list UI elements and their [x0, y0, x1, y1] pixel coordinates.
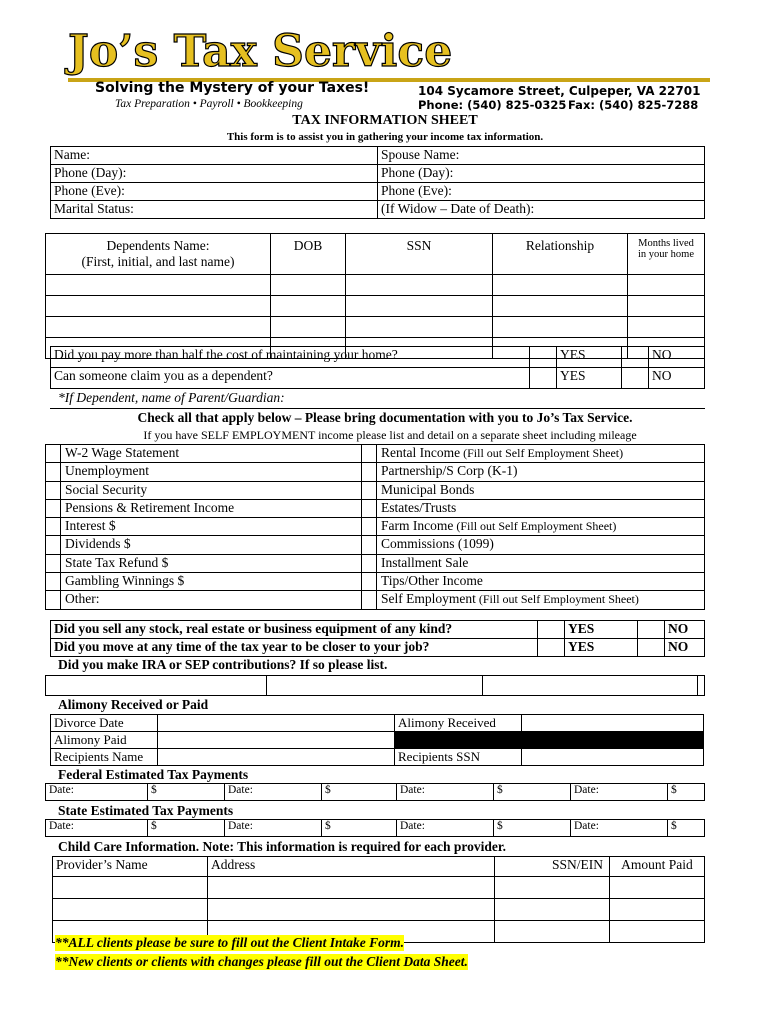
months-lived-label: Months lived — [638, 238, 694, 249]
dob-label: DOB — [293, 238, 323, 253]
dependents-name-header — [46, 234, 271, 275]
moved-no-label: NO — [665, 639, 705, 657]
question-home-cost: Did you pay more than half the cost of maintaining your home? — [51, 347, 530, 368]
marital-status-field[interactable]: Marital Status: — [51, 201, 378, 219]
form-title: TAX INFORMATION SHEET — [292, 113, 478, 128]
checklist-item-label: Unemployment — [61, 463, 362, 481]
provider-name-header: Provider’s Name — [53, 857, 208, 877]
form-subtitle: This form is to assist you in gathering your income tax information. — [226, 131, 544, 143]
checklist-row — [46, 518, 705, 536]
provider-row[interactable] — [53, 877, 705, 899]
provider-ssn-header: SSN/EIN — [495, 857, 610, 877]
household-questions-table — [50, 346, 705, 389]
checklist-checkbox[interactable] — [362, 463, 377, 481]
payment-date-field[interactable]: Date: — [46, 784, 148, 801]
amount-paid-header: Amount Paid — [610, 857, 705, 877]
alimony-table — [50, 714, 704, 766]
company-address: 104 Sycamore Street, Culpeper, VA 22701 — [418, 84, 701, 98]
home-cost-yes-label: YES — [557, 347, 622, 368]
payment-amount-field[interactable]: $ — [668, 820, 705, 837]
moved-yes-label: YES — [565, 639, 638, 657]
ira-table — [45, 675, 705, 696]
checklist-checkbox[interactable] — [46, 518, 61, 536]
ira-cell[interactable] — [698, 676, 705, 696]
alimony-received-label: Alimony Received — [395, 715, 522, 732]
checklist-item-main: Estates/Trusts — [381, 499, 457, 515]
checklist-row — [46, 481, 705, 499]
relationship-header — [493, 234, 628, 275]
dob-header — [271, 234, 346, 275]
checklist-item-label — [377, 591, 705, 609]
checklist-checkbox[interactable] — [362, 445, 377, 463]
sold-yes-checkbox[interactable] — [538, 621, 565, 639]
home-cost-no-label: NO — [649, 347, 705, 368]
relationship-label: Relationship — [525, 238, 595, 253]
question-moved: Did you move at any time of the tax year to be closer to your job? — [51, 639, 538, 657]
checklist-item-main: Farm Income — [381, 518, 454, 534]
months-lived-header — [628, 234, 705, 275]
checklist-checkbox[interactable] — [46, 554, 61, 572]
personal-info-table — [50, 146, 705, 219]
payment-amount-field[interactable]: $ — [322, 784, 397, 801]
checklist-row — [46, 573, 705, 591]
provider-address-header: Address — [208, 857, 495, 877]
checklist-item-label: W-2 Wage Statement — [61, 445, 362, 463]
company-fax: Fax: (540) 825-7288 — [568, 98, 699, 112]
ira-cell[interactable] — [267, 676, 482, 696]
home-cost-yes-checkbox[interactable] — [530, 347, 557, 368]
sold-no-label: NO — [665, 621, 705, 639]
payment-date-field[interactable]: Date: — [571, 820, 668, 837]
checklist-item-label — [377, 463, 705, 481]
payment-date-field[interactable]: Date: — [571, 784, 668, 801]
phone-eve-field[interactable]: Phone (Eve): — [51, 183, 378, 201]
dependent-yes-label: YES — [557, 368, 622, 389]
company-phone-fax — [418, 98, 718, 112]
divorce-date-label: Divorce Date — [51, 715, 158, 732]
checklist-checkbox[interactable] — [46, 591, 61, 609]
dependent-no-label: NO — [649, 368, 705, 389]
dependent-row[interactable] — [46, 275, 705, 296]
checklist-item-note: (Fill out Self Employment Sheet) — [475, 592, 639, 607]
checklist-item-main: Tips/Other Income — [381, 573, 483, 589]
phone-day-field[interactable]: Phone (Day): — [51, 165, 378, 183]
state-payments-table — [45, 819, 705, 837]
checklist-row — [46, 499, 705, 517]
guardian-line — [50, 408, 705, 409]
recipients-ssn-field[interactable] — [522, 749, 704, 766]
checklist-checkbox[interactable] — [46, 536, 61, 554]
dependents-name-label: Dependents Name: — [106, 238, 210, 253]
dependents-table — [45, 233, 705, 359]
home-cost-no-checkbox[interactable] — [622, 347, 649, 368]
checklist-item-main: Municipal Bonds — [381, 481, 475, 497]
payment-amount-field[interactable]: $ — [668, 784, 705, 801]
ssn-label: SSN — [406, 238, 432, 253]
self-employment-note: If you have SELF EMPLOYMENT income please list and detail on a separate sheet including mileage — [143, 428, 637, 442]
payment-amount-field[interactable]: $ — [148, 784, 225, 801]
checklist-row — [46, 463, 705, 481]
checklist-heading: Check all that apply below – Please bring documentation with you to Jo’s Tax Service. — [137, 410, 633, 425]
footer-note-data-sheet: **New clients or clients with changes please fill out the Client Data Sheet. — [55, 954, 468, 969]
checklist-row — [46, 591, 705, 609]
ira-cell[interactable] — [482, 676, 697, 696]
checklist-item-label — [377, 499, 705, 517]
payment-date-field[interactable]: Date: — [225, 820, 322, 837]
checklist-checkbox[interactable] — [362, 554, 377, 572]
company-logo: Jo’s Tax Service — [68, 26, 453, 77]
checklist-checkbox[interactable] — [46, 573, 61, 591]
childcare-table — [52, 856, 705, 943]
checklist-checkbox[interactable] — [362, 481, 377, 499]
alimony-heading: Alimony Received or Paid — [58, 697, 209, 712]
dependent-row[interactable] — [46, 296, 705, 317]
dependent-row[interactable] — [46, 317, 705, 338]
checklist-item-label: Gambling Winnings $ — [61, 573, 362, 591]
services-line: Tax Preparation • Payroll • Bookkeeping — [115, 98, 303, 110]
checklist-item-label — [377, 536, 705, 554]
spouse-phone-day-field[interactable]: Phone (Day): — [378, 165, 705, 183]
checklist-item-label: State Tax Refund $ — [61, 554, 362, 572]
blacked-out-cell — [395, 732, 704, 749]
moved-yes-checkbox[interactable] — [538, 639, 565, 657]
question-dependent: Can someone claim you as a dependent? — [51, 368, 530, 389]
alimony-received-field[interactable] — [522, 715, 704, 732]
income-checklist-table — [45, 444, 705, 610]
checklist-row — [46, 445, 705, 463]
widow-date-field[interactable]: (If Widow – Date of Death): — [378, 201, 705, 219]
checklist-checkbox[interactable] — [46, 481, 61, 499]
payment-date-field[interactable]: Date: — [397, 784, 494, 801]
federal-payments-table — [45, 783, 705, 801]
checklist-item-label — [377, 518, 705, 536]
divorce-date-field[interactable] — [158, 715, 395, 732]
checklist-item-label — [377, 445, 705, 463]
checklist-item-label: Dividends $ — [61, 536, 362, 554]
checklist-item-label — [377, 481, 705, 499]
checklist-item-label — [377, 554, 705, 572]
checklist-item-label: Social Security — [61, 481, 362, 499]
checklist-row — [46, 554, 705, 572]
checklist-item-main: Commissions (1099) — [381, 536, 494, 552]
checklist-checkbox[interactable] — [362, 591, 377, 609]
footer-note-intake: **ALL clients please be sure to fill out the Client Intake Form. — [55, 935, 405, 950]
payment-date-field[interactable]: Date: — [46, 820, 148, 837]
checklist-item-main: Rental Income — [381, 445, 461, 460]
checklist-item-main: Partnership/S Corp (K-1) — [381, 463, 518, 479]
question-sold-property: Did you sell any stock, real estate or business equipment of any kind? — [51, 621, 538, 639]
ssn-header — [346, 234, 493, 275]
checklist-item-label — [377, 573, 705, 591]
spouse-name-field[interactable]: Spouse Name: — [378, 147, 705, 165]
payment-amount-field[interactable]: $ — [322, 820, 397, 837]
childcare-heading: Child Care Information. Note: This information is required for each provider. — [58, 839, 507, 854]
payment-date-field[interactable]: Date: — [397, 820, 494, 837]
federal-heading: Federal Estimated Tax Payments — [58, 767, 249, 782]
checklist-item-note: (Fill out Self Employment Sheet) — [460, 446, 624, 460]
checklist-item-label: Interest $ — [61, 518, 362, 536]
tagline: Solving the Mystery of your Taxes! — [95, 80, 370, 96]
checklist-checkbox[interactable] — [362, 573, 377, 591]
name-field[interactable]: Name: — [51, 147, 378, 165]
dependents-name-sublabel: (First, initial, and last name) — [81, 254, 235, 269]
sale-move-questions-table — [50, 620, 705, 657]
ira-cell[interactable] — [46, 676, 267, 696]
recipients-ssn-label: Recipients SSN — [395, 749, 522, 766]
checklist-checkbox[interactable] — [362, 518, 377, 536]
checklist-item-label: Other: — [61, 591, 362, 609]
sold-no-checkbox[interactable] — [638, 621, 665, 639]
payment-date-field[interactable]: Date: — [225, 784, 322, 801]
alimony-paid-field[interactable] — [158, 732, 395, 749]
moved-no-checkbox[interactable] — [638, 639, 665, 657]
payment-amount-field[interactable]: $ — [494, 820, 571, 837]
checklist-row — [46, 536, 705, 554]
recipients-name-label: Recipients Name — [51, 749, 158, 766]
checklist-item-main: Installment Sale — [381, 554, 469, 570]
provider-row[interactable] — [53, 899, 705, 921]
payment-amount-field[interactable]: $ — [148, 820, 225, 837]
checklist-checkbox[interactable] — [46, 445, 61, 463]
dependent-no-checkbox[interactable] — [622, 368, 649, 389]
alimony-paid-label: Alimony Paid — [51, 732, 158, 749]
checklist-item-label: Pensions & Retirement Income — [61, 499, 362, 517]
checklist-checkbox[interactable] — [46, 499, 61, 517]
dependent-yes-checkbox[interactable] — [530, 368, 557, 389]
months-lived-sublabel: in your home — [638, 249, 694, 260]
recipients-name-field[interactable] — [158, 749, 395, 766]
guardian-note: *If Dependent, name of Parent/Guardian: — [58, 390, 285, 405]
company-phone: Phone: (540) 825-0325 — [418, 98, 567, 112]
checklist-checkbox[interactable] — [362, 499, 377, 517]
checklist-checkbox[interactable] — [362, 536, 377, 554]
question-ira: Did you make IRA or SEP contributions? If so please list. — [58, 657, 388, 672]
sold-yes-label: YES — [565, 621, 638, 639]
checklist-checkbox[interactable] — [46, 463, 61, 481]
spouse-phone-eve-field[interactable]: Phone (Eve): — [378, 183, 705, 201]
payment-amount-field[interactable]: $ — [494, 784, 571, 801]
checklist-item-note: (Fill out Self Employment Sheet) — [453, 519, 617, 534]
checklist-item-main: Self Employment — [381, 591, 476, 607]
state-heading: State Estimated Tax Payments — [58, 803, 234, 818]
